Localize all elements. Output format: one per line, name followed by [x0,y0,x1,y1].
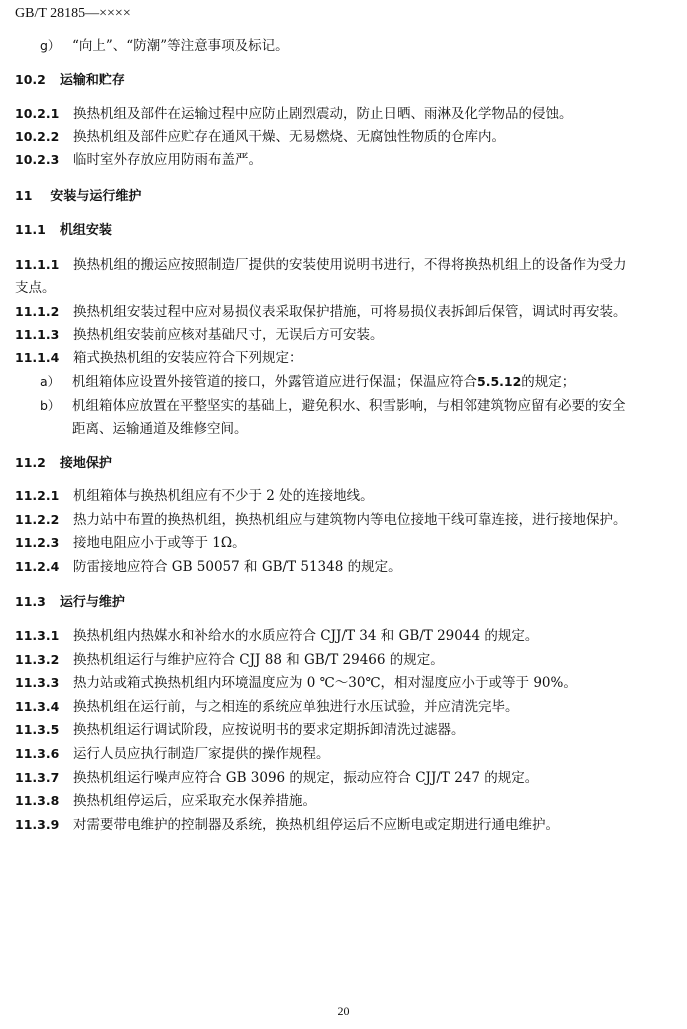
clause-text: 换热机组安装过程中应对易损仪表采取保护措施，可将易损仪表拆卸后保管，调试时再安装。 [73,304,627,320]
clause-text: 临时室外存放应用防雨布盖严。 [73,152,262,168]
clause-11-2-1 [15,486,374,506]
list-marker: b） [40,398,61,413]
list-marker: a） [40,374,61,389]
clause-11-3-2 [15,650,444,670]
clause-text: 换热机组运行调试阶段，应按说明书的要求定期拆卸清洗过滤器。 [73,722,465,738]
clause-11-3-9 [15,815,559,835]
clause-number: 11.3.9 [15,817,60,832]
section-heading-11-2 [15,453,112,474]
clause-text: 箱式换热机组的安装应符合下列规定： [73,350,303,366]
section-number: 11.1 [15,222,46,237]
clause-number: 11.1.1 [15,257,60,272]
list-item-a [40,372,575,392]
list-text: 机组箱体应设置外接管道的接口，外露管道应进行保温；保温应符合 [72,374,477,390]
clause-text: 运行人员应执行制造厂家提供的操作规程。 [73,746,330,762]
clause-number: 11.3.8 [15,793,60,808]
list-item-g [40,36,289,56]
section-title: 安装与运行维护 [50,189,142,204]
clause-text: 机组箱体与换热机组应有不少于 2 处的连接地线。 [73,488,374,504]
clause-number: 11.1.3 [15,327,60,342]
clause-10-2-1 [15,104,573,124]
clause-text: 换热机组及部件应贮存在通风干燥、无易燃烧、无腐蚀性物质的仓库内。 [73,129,505,145]
page-number: 20 [337,1004,350,1018]
section-heading-10-2 [15,70,125,91]
clause-11-1-2 [15,302,627,322]
clause-text: 接地电阻应小于或等于 1Ω。 [73,535,246,551]
clause-number: 11.3.2 [15,652,60,667]
list-text: 机组箱体应放置在平整坚实的基础上，避免积水、积雪影响，与相邻建筑物应留有必要的安全 [72,398,626,414]
list-item-b [40,396,626,416]
clause-11-3-5 [15,720,465,740]
clause-number: 11.2.1 [15,488,60,503]
clause-reference: 5.5.12 [477,374,522,389]
clause-11-1-1-continuation: 支点。 [15,280,56,296]
clause-number: 11.3.7 [15,770,60,785]
clause-11-2-4 [15,557,402,577]
clause-11-1-4 [15,348,303,368]
clause-10-2-2 [15,127,505,147]
section-title: 机组安装 [59,223,112,238]
clause-text: 换热机组运行噪声应符合 GB 3096 的规定，振动应符合 CJJ/T 247 的规定。 [73,770,539,786]
list-text-end: 的规定； [521,374,576,390]
clause-text: 对需要带电维护的控制器及系统，换热机组停运后不应断电或定期进行通电维护。 [73,817,559,833]
clause-11-1-3 [15,325,384,345]
clause-number: 10.2.2 [15,129,60,144]
clause-text: 热力站中布置的换热机组，换热机组应与建筑物内等电位接地干线可靠连接，进行接地保护。 [73,512,627,528]
clause-number: 11.2.2 [15,512,60,527]
clause-text: 热力站或箱式换热机组内环境温度应为 0 ℃～30℃，相对湿度应小于或等于 90%。 [73,675,577,691]
clause-11-3-3 [15,673,577,693]
clause-number: 11.3.1 [15,628,60,643]
section-title: 运输和贮存 [59,73,125,88]
clause-text: 换热机组安装前应核对基础尺寸，无误后方可安装。 [73,327,384,343]
clause-text: 换热机组及部件在运输过程中应防止剧烈震动，防止日晒、雨淋及化学物品的侵蚀。 [73,106,573,122]
clause-number: 11.3.4 [15,699,60,714]
clause-text: 防雷接地应符合 GB 50057 和 GB/T 51348 的规定。 [73,559,402,575]
clause-text: 换热机组停运后，应采取充水保养措施。 [73,793,316,809]
clause-number: 11.2.3 [15,535,60,550]
clause-number: 10.2.1 [15,106,60,121]
list-text: “向上”、“防潮”等注意事项及标记。 [72,38,289,54]
clause-number: 11.2.4 [15,559,60,574]
section-number: 11 [15,188,33,203]
section-number: 11.3 [15,594,46,609]
clause-11-2-3 [15,533,246,553]
section-title: 接地保护 [59,456,112,471]
clause-text: 换热机组内热媒水和补给水的水质应符合 CJJ/T 34 和 GB/T 29044 的规定。 [73,628,539,644]
clause-11-2-2 [15,510,627,530]
section-number: 10.2 [15,72,46,87]
clause-11-3-4 [15,697,519,717]
clause-number: 11.3.5 [15,722,60,737]
section-number: 11.2 [15,455,46,470]
clause-text: 换热机组的搬运应按照制造厂提供的安装使用说明书进行，不得将换热机组上的设备作为受力 [73,257,627,273]
clause-11-3-7 [15,768,538,788]
clause-text: 换热机组在运行前，与之相连的系统应单独进行水压试验，并应清洗完毕。 [73,699,519,715]
list-item-b-continuation: 距离、运输通道及维修空间。 [72,421,248,437]
section-title: 运行与维护 [59,595,125,610]
clause-10-2-3 [15,150,262,170]
clause-number: 11.1.4 [15,350,60,365]
section-heading-11-3 [15,592,125,613]
clause-number: 11.3.3 [15,675,60,690]
clause-text: 换热机组运行与维护应符合 CJJ 88 和 GB/T 29466 的规定。 [73,652,444,668]
clause-number: 10.2.3 [15,152,60,167]
clause-11-3-1 [15,626,538,646]
clause-number: 11.1.2 [15,304,60,319]
section-heading-11-1 [15,220,112,241]
document-header: GB/T 28185—×××× [15,6,131,21]
clause-11-3-6 [15,744,330,764]
clause-number: 11.3.6 [15,746,60,761]
section-heading-11 [15,186,141,207]
clause-11-3-8 [15,791,316,811]
clause-11-1-1 [15,255,627,275]
list-marker: g） [40,38,61,53]
